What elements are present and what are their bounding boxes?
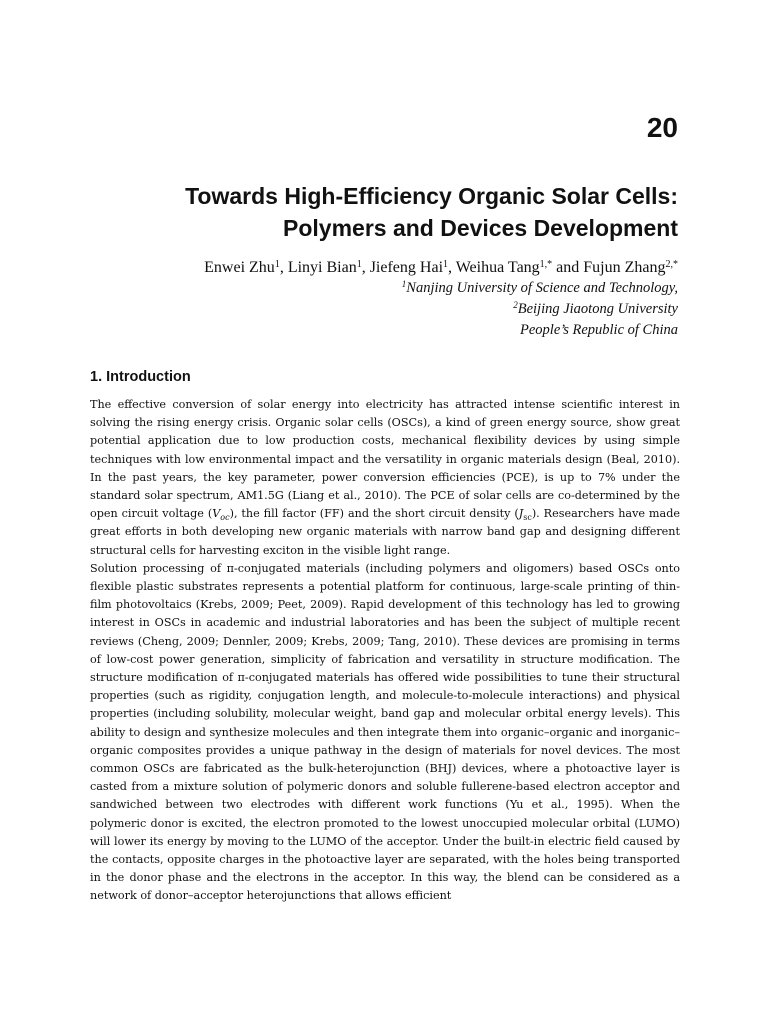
affiliation-line <box>402 320 678 341</box>
author-separator: , <box>448 259 456 276</box>
author-affiliation-mark: 1 <box>443 259 449 270</box>
paragraph-1-text-c: ). Researchers have made great efforts in both developing new organic materials with narrow band gap and designing different structural cells for harvesting exciton in the visible light range. <box>90 507 680 557</box>
chapter-title <box>78 180 678 244</box>
body-text <box>90 396 680 906</box>
author-name: Linyi Bian <box>287 259 357 276</box>
author-affiliation-mark: 2,* <box>665 259 678 270</box>
affiliation-text: Nanjing University of Science and Technology, <box>406 280 678 296</box>
author-affiliation-mark: 1 <box>274 259 280 270</box>
section-heading: 1. Introduction <box>90 369 191 385</box>
voc-subscript: oc <box>220 513 230 523</box>
author-name: Jiefeng Hai <box>369 259 444 276</box>
author-separator: , <box>361 259 370 276</box>
author-name: Fujun Zhang <box>583 259 666 276</box>
author-separator: and <box>552 259 584 276</box>
affiliation-text: People’s Republic of China <box>520 322 678 338</box>
author-name: Enwei Zhu <box>204 259 275 276</box>
jsc-symbol: J <box>518 507 524 521</box>
paragraph-2: Solution processing of π-conjugated materials (including polymers and oligomers) based OSCs onto flexible plastic substrates represents a potential platform for continuous, large-scale printing of thin-film photovoltaics (Krebs, 2009; Peet, 2009). Rapid development of this technology has led to growing interest in OSCs in academic and industrial laboratories and has been the subject of multiple recent reviews (Cheng, 2009; Dennler, 2009; Krebs, 2009; Tang, 2010). These devices are promising in terms of low-cost power generation, simplicity of fabrication and versatility in structure modification. The structure modification of π-conjugated materials has offered wide possibilities to tune their structural properties (such as rigidity, conjugation length, and molecule-to-molecule interactions) and physical properties (including solubility, molecular weight, band gap and molecular orbital energy levels). This ability to design and synthesize molecules and then integrate them into organic–organic and inorganic–organic composites provides a unique pathway in the design of materials for novel devices. The most common OSCs are fabricated as the bulk-heterojunction (BHJ) devices, where a photoactive layer is casted from a mixture solution of polymeric donors and soluble fullerene-based electron acceptor and sandwiched between two electrodes with different work functions (Yu et al., 1995). When the polymeric donor is excited, the electron promoted to the lowest unoccupied molecular orbital (LUMO) will lower its energy by moving to the LUMO of the acceptor. Under the built-in electric field caused by the contacts, opposite charges in the photoactive layer are separated, with the holes being transported in the donor phase and the electrons in the acceptor. In this way, the blend can be considered as a network of donor–acceptor heterojunctions that allows efficient <box>90 561 680 903</box>
chapter-title-line-2: Polymers and Devices Development <box>283 215 678 241</box>
jsc-subscript: sc <box>523 513 532 523</box>
affiliation-line <box>402 278 678 299</box>
voc-symbol: V <box>212 507 221 521</box>
paragraph-1 <box>90 396 680 560</box>
paragraph-1-text-b: ), the fill factor (FF) and the short circuit density ( <box>229 507 519 521</box>
affiliations <box>402 278 678 341</box>
paragraph-1-text-a: The effective conversion of solar energy into electricity has attracted intense scientific interest in solving the rising energy crisis. Organic solar cells (OSCs), a kind of green energy source, show great potential application due to low production costs, mechanical flexibility devices by using simple techniques with low environmental impact and the versatility in organic materials design (Beal, 2010). In the past years, the key parameter, power conversion efficiencies (PCE), is up to 7% under the standard solar spectrum, AM1.5G (Liang et al., 2010). The PCE of solar cells are co-determined by the open circuit voltage ( <box>90 398 680 521</box>
affiliation-text: Beijing Jiaotong University <box>517 301 678 317</box>
affiliation-mark: 1 <box>401 279 407 289</box>
affiliation-line <box>402 299 678 320</box>
affiliation-mark: 2 <box>513 300 518 310</box>
author-list <box>204 259 678 277</box>
chapter-number: 20 <box>646 112 678 143</box>
author-separator: , <box>279 259 288 276</box>
chapter-title-line-1: Towards High-Efficiency Organic Solar Cells: <box>185 183 678 209</box>
author-affiliation-mark: 1 <box>356 259 362 270</box>
author-name: Weihua Tang <box>455 259 540 276</box>
author-affiliation-mark: 1,* <box>539 259 553 270</box>
